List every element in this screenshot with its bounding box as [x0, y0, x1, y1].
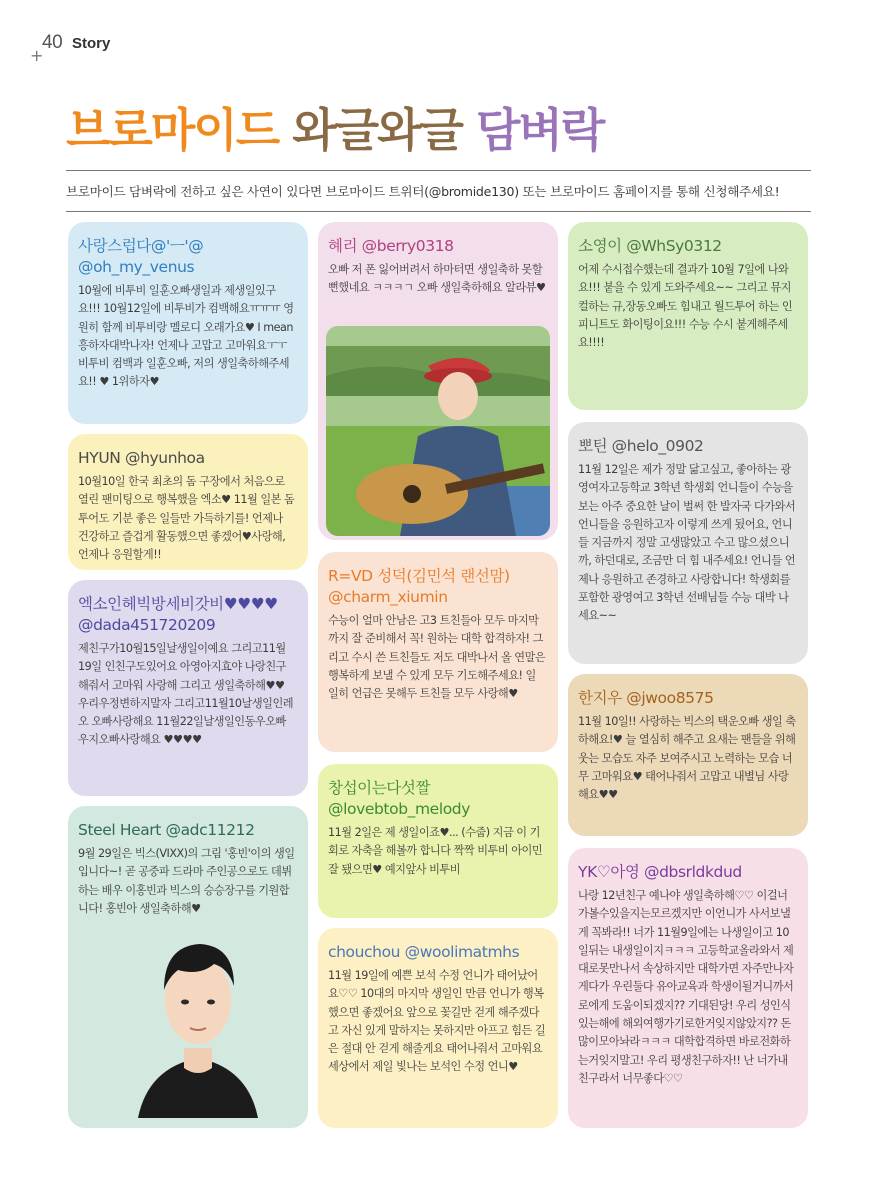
card-message: 9월 29일은 빅스(VIXX)의 그림 '홍빈'이의 생일입니다~! 곧 공중파 드라마 주인공으로도 데뷔하는 배우 이홍빈과 빅스의 승승장구를 기원합니다! 홍빈아 생일축하해♥	[78, 847, 295, 915]
card-message: 11월 2일은 제 생일이죠♥... (수줍) 지금 이 기회로 자축을 해볼까 합니다 짝짝 비투비 아이민 잘 됐으면♥ 예지앞사 비투비	[328, 826, 543, 876]
portrait-illustration	[128, 918, 268, 1118]
message-card	[568, 674, 808, 836]
message-card	[568, 848, 808, 1128]
card-message: 나랑 12년친구 예나야 생일축하해♡♡ 이걸너가볼수있을지는모르겠지만 이언니가 사서보낼게 꼭봐라!! 너가 11월9일에는 나생일이고 10일뒤는 내생일이지ㅋㅋㅋ 고등학교올라와서 제대로못만나서 속상하지만 대학가면 자주만나자게다가 우린둘다 유아교육과 학생이될거니까서로에게 도움이되겠지?? 기대된당! 우리 성인식있는해에 해외여행가기로한거잊지않았지?? 돈많이모아놔라ㅋㅋㅋ 대학합격하면 바로전화하는거잊지말고! 우리 평생친구하자!! 난 너가내친구라서 너무좋다♡♡	[578, 889, 794, 1085]
card-message: 어제 수시접수했는데 결과가 10월 7일에 나와요!!! 붙을 수 있게 도와주세요~~ 그리고 뮤지컬하는 규,장동오빠도 힘내고 월드투어 하는 인피니트도 화이팅이요!!! 수능 수시 붙게해주세요!!!!	[578, 263, 793, 350]
card-message: 제친구가10월15일날생일이예요 그리고11월19일 인친구도있어요 아영아지효야 나랑친구해줘서 고마워 사랑해 그리고 생일축하해♥♥ 우리우정변하지말자 그리고11월10날생일인레오 오빠사랑해요 11월22일날생일인동우오빠우지오빠사랑해요 ♥♥♥♥	[78, 642, 294, 747]
message-card	[318, 552, 558, 752]
section-label: Story	[72, 35, 111, 52]
page-number: 40	[42, 32, 63, 53]
card-sender: Steel Heart @adc11212	[78, 821, 255, 839]
title-part-2: 와글와글	[292, 103, 476, 157]
card-sender: chouchou @woolimatmhs	[328, 943, 520, 961]
top-rule	[66, 170, 811, 171]
message-card	[568, 422, 808, 664]
message-card	[68, 434, 308, 570]
message-card	[68, 222, 308, 424]
guitar-illustration	[326, 326, 550, 536]
page-title	[66, 100, 603, 160]
card-sender: 사랑스럽다@'ㅡ'@ @oh_my_venus	[78, 237, 204, 276]
title-part-3: 담벼락	[475, 103, 604, 157]
card-sender: HYUN @hyunhoa	[78, 449, 205, 467]
plus-mark: +	[30, 46, 44, 65]
card-message: 수능이 얼마 안남은 고3 트친들아 모두 마지막까지 잘 준비해서 꼭! 원하는 대학 합격하자! 그리고 수시 쓴 트친들도 저도 대박나서 올 연말은 행복하게 보낼 수 있게 모두 기도해주세요! 일일히 언급은 못해두 트친들 모두 사랑해♥	[328, 614, 546, 701]
card-message: 11월 19일에 예쁜 보석 수정 언니가 태어났어요♡♡ 10대의 마지막 생일인 만큼 언니가 행복했으면 좋겠어요 앞으로 꽃길만 걷게 해주겠다고 자신 있게 말하지는 못하지만 아프고 힘든 길은 절대 안 걷게 해줄게요 태어나줘서 고마워요 세상에서 제일 빛나는 보석인 수정 언니♥	[328, 969, 546, 1074]
card-sender: 혜리 @berry0318	[328, 237, 454, 255]
message-card	[68, 580, 308, 796]
card-sender: 한지우 @jwoo8575	[578, 689, 714, 707]
card-sender: YK♡아영 @dbsrldkdud	[578, 863, 742, 881]
card-message: 10월10일 한국 최초의 돔 구장에서 처음으로 열린 팬미팅으로 행복했을 엑소♥ 11월 일본 돔 투어도 기분 좋은 일들만 가득하기를! 언제나 건강하고 즐겁게 활동했으면 좋겠어♥사랑해, 언제나 응원할게!!	[78, 475, 295, 562]
message-card	[318, 222, 558, 540]
bottom-rule	[66, 211, 811, 212]
card-sender: 창섭이는다섯짤 @lovebtob_melody	[328, 779, 471, 818]
card-message: 10월에 비투비 일훈오빠생일과 제생일있구요!!! 10월12일에 비투비가 컴백해요ㅠㅠㅠ 영원히 함께 비투비랑 멜로디 오래가요♥ I mean 흥하자대박나자! 언제나 고맙고 고마워요ㅜㅜ 비투비 컴백과 일훈오빠, 저의 생일축하해주세요!! ♥ 1위하자♥	[78, 284, 294, 389]
subtitle: 브로마이드 담벼락에 전하고 싶은 사연이 있다면 브로마이드 트위터(@bromide130) 또는 브로마이드 홈페이지를 통해 신청해주세요!	[66, 184, 780, 199]
portrait-photo	[128, 918, 268, 1118]
message-card	[68, 806, 308, 1128]
message-card	[318, 764, 558, 918]
guitar-photo	[326, 326, 550, 536]
message-card	[568, 222, 808, 410]
card-message: 오빠 저 폰 잃어버려서 하마터면 생일축하 못할뻔했네요 ㅋㅋㅋㄱ 오빠 생일축하해요 알라뷰♥	[328, 263, 546, 295]
card-sender: 뽀틴 @helo_0902	[578, 437, 704, 455]
card-message: 11월 10일!! 사랑하는 빅스의 택운오빠 생일 축하해요!♥ 늘 열심히 해주고 요새는 팬들을 위해 웃는 모습도 자주 보여주시고 노력하는 모습 너무 고마워요♥ 태어나줘서 고맙고 내별님 사랑해요♥♥	[578, 715, 796, 802]
card-sender: R=VD 성덕(김민석 랜선맘) @charm_xiumin	[328, 567, 510, 606]
card-sender: 소영이 @WhSy0312	[578, 237, 722, 255]
title-part-1: 브로마이드	[66, 103, 293, 157]
message-card	[318, 928, 558, 1128]
card-message: 11월 12일은 제가 정말 닮고싶고, 좋아하는 광영여자고등학교 3학년 학생회 언니들이 수능을 보는 아주 중요한 날이 벌써 한 발자국 다가와서 언니들을 응원하고자 이렇게 쓰게 됬어요, 언니들 지금까지 정말 고생많았고 수고 많으셨으니까, 하던대로, 조금만 더 힘 내주세요! 언니들 언제나 응원하고 존경하고 사랑합니다! 학생회를 포함한 광영여고 3학년 선배님들 수능 대박 나세요~~	[578, 463, 796, 623]
card-sender: 엑소인헤빅방세비갓비♥♥♥♥ @dada451720209	[78, 595, 278, 634]
